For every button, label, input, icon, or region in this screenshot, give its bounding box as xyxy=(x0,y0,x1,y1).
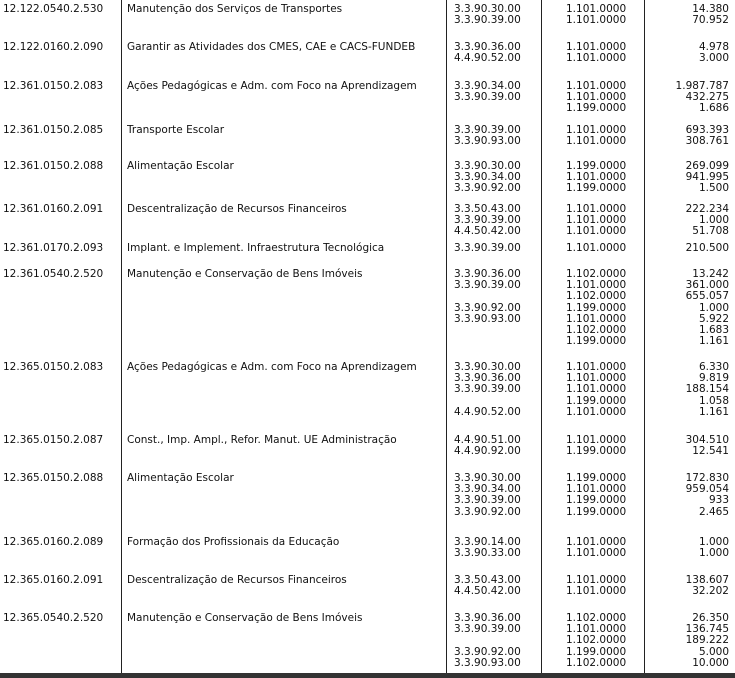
resource-source: 1.101.0000 xyxy=(566,124,627,136)
amount-value: 1.987.787 xyxy=(675,80,729,92)
action-description: Manutenção e Conservação de Bens Imóveis xyxy=(127,612,363,624)
expense-nature: 3.3.90.39.00 xyxy=(454,91,521,104)
expense-nature: 3.3.90.34.00 xyxy=(454,483,521,496)
expense-nature: 4.4.50.42.00 xyxy=(454,225,521,238)
resource-source: 1.102.0000 xyxy=(566,324,627,336)
amount-value: 361.000 xyxy=(685,279,729,292)
action-description: Alimentação Escolar xyxy=(127,472,234,484)
table-row xyxy=(0,302,735,314)
amount-value: 1.000 xyxy=(698,536,729,548)
resource-source: 1.101.0000 xyxy=(566,383,627,396)
expense-nature: 3.3.90.93.00 xyxy=(454,656,521,669)
resource-source: 1.102.0000 xyxy=(566,290,627,303)
resource-source: 1.101.0000 xyxy=(566,405,627,418)
program-code: 12.365.0150.2.083 xyxy=(3,361,104,373)
amount-value: 5.922 xyxy=(698,312,729,325)
expense-nature: 3.3.90.92.00 xyxy=(454,505,521,518)
table-row xyxy=(0,268,735,280)
expense-nature xyxy=(454,324,544,336)
amount-value: 1.500 xyxy=(698,182,729,195)
expense-nature: 3.3.90.30.00 xyxy=(454,361,521,373)
resource-source: 1.199.0000 xyxy=(566,102,627,115)
program-code: 12.365.0150.2.087 xyxy=(3,434,104,446)
table-row xyxy=(0,124,735,136)
expense-nature: 4.4.90.52.00 xyxy=(454,405,521,418)
expense-nature xyxy=(454,290,544,302)
amount-value: 32.202 xyxy=(692,585,729,598)
expense-nature: 3.3.90.30.00 xyxy=(454,472,521,484)
action-description: Implant. e Implement. Infraestrutura Tecnológica xyxy=(127,242,385,254)
amount-value: 1.000 xyxy=(698,214,729,227)
resource-source: 1.102.0000 xyxy=(566,656,627,669)
resource-source: 1.199.0000 xyxy=(566,645,627,658)
table-row xyxy=(0,585,735,597)
amount-value: 1.161 xyxy=(698,405,729,418)
action-description: Descentralização de Recursos Financeiros xyxy=(127,203,347,215)
amount-value: 308.761 xyxy=(685,135,729,148)
resource-source: 1.102.0000 xyxy=(566,612,627,624)
resource-source: 1.101.0000 xyxy=(566,434,627,446)
table-row xyxy=(0,536,735,548)
table-row xyxy=(0,361,735,373)
table-row xyxy=(0,91,735,103)
amount-value: 655.057 xyxy=(685,290,729,303)
action-description: Const., Imp. Ampl., Refor. Manut. UE Administração xyxy=(127,434,397,446)
amount-value: 941.995 xyxy=(685,171,729,184)
table-row xyxy=(0,657,735,669)
expense-nature: 4.4.90.51.00 xyxy=(454,434,521,446)
amount-value: 189.222 xyxy=(685,634,729,647)
resource-source: 1.199.0000 xyxy=(566,472,627,484)
resource-source: 1.199.0000 xyxy=(566,505,627,518)
expense-nature: 3.3.90.34.00 xyxy=(454,171,521,184)
amount-value: 959.054 xyxy=(685,483,729,496)
resource-source: 1.101.0000 xyxy=(566,312,627,325)
table-row xyxy=(0,574,735,586)
resource-source: 1.101.0000 xyxy=(566,171,627,184)
amount-value: 188.154 xyxy=(685,383,729,396)
resource-source: 1.102.0000 xyxy=(566,634,627,647)
resource-source: 1.101.0000 xyxy=(566,214,627,227)
table-row xyxy=(0,135,735,147)
expense-nature xyxy=(454,335,544,347)
expense-nature xyxy=(454,102,544,114)
expense-nature: 3.3.90.39.00 xyxy=(454,279,521,292)
table-row xyxy=(0,80,735,92)
expense-nature: 3.3.90.39.00 xyxy=(454,14,521,27)
amount-value: 70.952 xyxy=(692,14,729,27)
amount-value: 14.380 xyxy=(692,3,729,15)
resource-source: 1.101.0000 xyxy=(566,574,627,586)
expense-nature: 3.3.90.92.00 xyxy=(454,645,521,658)
expense-nature: 4.4.90.52.00 xyxy=(454,52,521,65)
table-row xyxy=(0,335,735,347)
amount-value: 9.819 xyxy=(698,372,729,385)
table-row xyxy=(0,506,735,518)
table-row xyxy=(0,445,735,457)
expense-nature: 3.3.90.34.00 xyxy=(454,80,521,92)
expense-nature: 3.3.90.36.00 xyxy=(454,268,521,280)
program-code: 12.365.0160.2.089 xyxy=(3,536,104,548)
table-row xyxy=(0,160,735,172)
table-row xyxy=(0,483,735,495)
amount-value: 10.000 xyxy=(692,656,729,669)
resource-source: 1.199.0000 xyxy=(566,335,627,348)
program-code: 12.365.0540.2.520 xyxy=(3,612,104,624)
resource-source: 1.101.0000 xyxy=(566,483,627,496)
amount-value: 1.000 xyxy=(698,301,729,314)
expense-nature: 3.3.90.36.00 xyxy=(454,612,521,624)
resource-source: 1.101.0000 xyxy=(566,3,627,15)
resource-source: 1.101.0000 xyxy=(566,372,627,385)
amount-value: 3.000 xyxy=(698,52,729,65)
program-code: 12.361.0150.2.083 xyxy=(3,80,104,92)
table-row xyxy=(0,102,735,114)
action-description: Alimentação Escolar xyxy=(127,160,234,172)
amount-value: 693.393 xyxy=(685,124,729,136)
action-description: Ações Pedagógicas e Adm. com Foco na Aprendizagem xyxy=(127,361,417,373)
table-row xyxy=(0,279,735,291)
amount-value: 26.350 xyxy=(692,612,729,624)
amount-value: 933 xyxy=(708,494,729,507)
amount-value: 12.541 xyxy=(692,445,729,458)
resource-source: 1.101.0000 xyxy=(566,203,627,215)
amount-value: 1.686 xyxy=(698,102,729,115)
table-row xyxy=(0,646,735,658)
table-row xyxy=(0,203,735,215)
amount-value: 51.708 xyxy=(692,225,729,238)
expense-nature: 3.3.90.30.00 xyxy=(454,3,521,15)
table-row xyxy=(0,3,735,15)
expense-nature: 3.3.90.92.00 xyxy=(454,301,521,314)
amount-value: 6.330 xyxy=(698,361,729,373)
action-description: Manutenção dos Serviços de Transportes xyxy=(127,3,343,15)
table-row xyxy=(0,171,735,183)
table-row xyxy=(0,290,735,302)
table-row xyxy=(0,634,735,646)
action-description: Formação dos Profissionais da Educação xyxy=(127,536,340,548)
resource-source: 1.199.0000 xyxy=(566,182,627,195)
table-row xyxy=(0,14,735,26)
table-row xyxy=(0,547,735,559)
amount-value: 432.275 xyxy=(685,91,729,104)
expense-nature: 3.3.90.93.00 xyxy=(454,312,521,325)
program-code: 12.361.0540.2.520 xyxy=(3,268,104,280)
expense-nature xyxy=(454,395,544,407)
expense-nature: 3.3.90.39.00 xyxy=(454,124,521,136)
amount-value: 222.234 xyxy=(685,203,729,215)
amount-value: 136.745 xyxy=(685,623,729,636)
table-row xyxy=(0,406,735,418)
table-row xyxy=(0,214,735,226)
expense-nature: 3.3.90.39.00 xyxy=(454,494,521,507)
action-description: Descentralização de Recursos Financeiros xyxy=(127,574,347,586)
program-code: 12.361.0160.2.091 xyxy=(3,203,104,215)
resource-source: 1.101.0000 xyxy=(566,361,627,373)
expense-nature: 3.3.50.43.00 xyxy=(454,203,521,215)
resource-source: 1.101.0000 xyxy=(566,536,627,548)
table-row xyxy=(0,494,735,506)
table-row xyxy=(0,472,735,484)
action-description: Ações Pedagógicas e Adm. com Foco na Aprendizagem xyxy=(127,80,417,92)
program-code: 12.122.0540.2.530 xyxy=(3,3,104,15)
program-code: 12.361.0150.2.085 xyxy=(3,124,104,136)
expense-nature: 3.3.90.36.00 xyxy=(454,372,521,385)
program-code: 12.122.0160.2.090 xyxy=(3,41,104,53)
table-row xyxy=(0,395,735,407)
amount-value: 1.058 xyxy=(698,394,729,407)
expense-nature: 3.3.90.39.00 xyxy=(454,383,521,396)
amount-value: 1.000 xyxy=(698,547,729,560)
resource-source: 1.199.0000 xyxy=(566,160,627,172)
action-description: Garantir as Atividades dos CMES, CAE e CACS-FUNDEB xyxy=(127,41,416,53)
resource-source: 1.101.0000 xyxy=(566,585,627,598)
table-row xyxy=(0,612,735,624)
table-row xyxy=(0,242,735,254)
amount-value: 4.978 xyxy=(698,41,729,53)
page-bottom-edge xyxy=(0,673,735,678)
table-row xyxy=(0,41,735,53)
table-row xyxy=(0,182,735,194)
resource-source: 1.101.0000 xyxy=(566,547,627,560)
amount-value: 304.510 xyxy=(685,434,729,446)
resource-source: 1.199.0000 xyxy=(566,494,627,507)
amount-value: 172.830 xyxy=(685,472,729,484)
expense-nature: 3.3.90.14.00 xyxy=(454,536,521,548)
program-code: 12.361.0150.2.088 xyxy=(3,160,104,172)
resource-source: 1.101.0000 xyxy=(566,91,627,104)
program-code: 12.365.0150.2.088 xyxy=(3,472,104,484)
expense-nature: 3.3.50.43.00 xyxy=(454,574,521,586)
table-row xyxy=(0,225,735,237)
table-row xyxy=(0,324,735,336)
amount-value: 210.500 xyxy=(685,242,729,254)
resource-source: 1.101.0000 xyxy=(566,52,627,65)
expense-nature: 3.3.90.33.00 xyxy=(454,547,521,560)
amount-value: 1.683 xyxy=(698,324,729,336)
expense-nature: 3.3.90.39.00 xyxy=(454,214,521,227)
expense-nature: 3.3.90.36.00 xyxy=(454,41,521,53)
amount-value: 13.242 xyxy=(692,268,729,280)
expense-nature: 4.4.50.42.00 xyxy=(454,585,521,598)
table-row xyxy=(0,434,735,446)
resource-source: 1.101.0000 xyxy=(566,225,627,238)
table-row xyxy=(0,623,735,635)
table-row xyxy=(0,52,735,64)
action-description: Manutenção e Conservação de Bens Imóveis xyxy=(127,268,363,280)
resource-source: 1.199.0000 xyxy=(566,301,627,314)
amount-value: 5.000 xyxy=(698,645,729,658)
resource-source: 1.102.0000 xyxy=(566,268,627,280)
table-row xyxy=(0,372,735,384)
table-row xyxy=(0,313,735,325)
expense-nature: 3.3.90.39.00 xyxy=(454,242,521,254)
amount-value: 1.161 xyxy=(698,335,729,348)
table-row xyxy=(0,383,735,395)
expense-nature xyxy=(454,634,544,646)
resource-source: 1.101.0000 xyxy=(566,41,627,53)
expense-nature: 3.3.90.93.00 xyxy=(454,135,521,148)
expense-nature: 3.3.90.39.00 xyxy=(454,623,521,636)
resource-source: 1.101.0000 xyxy=(566,80,627,92)
resource-source: 1.199.0000 xyxy=(566,394,627,407)
program-code: 12.361.0170.2.093 xyxy=(3,242,104,254)
amount-value: 2.465 xyxy=(698,505,729,518)
action-description: Transporte Escolar xyxy=(127,124,225,136)
resource-source: 1.101.0000 xyxy=(566,242,627,254)
resource-source: 1.101.0000 xyxy=(566,279,627,292)
program-code: 12.365.0160.2.091 xyxy=(3,574,104,586)
resource-source: 1.101.0000 xyxy=(566,135,627,148)
amount-value: 269.099 xyxy=(685,160,729,172)
resource-source: 1.101.0000 xyxy=(566,623,627,636)
amount-value: 138.607 xyxy=(685,574,729,586)
resource-source: 1.199.0000 xyxy=(566,445,627,458)
expense-nature: 4.4.90.92.00 xyxy=(454,445,521,458)
expense-nature: 3.3.90.30.00 xyxy=(454,160,521,172)
expense-nature: 3.3.90.92.00 xyxy=(454,182,521,195)
resource-source: 1.101.0000 xyxy=(566,14,627,27)
